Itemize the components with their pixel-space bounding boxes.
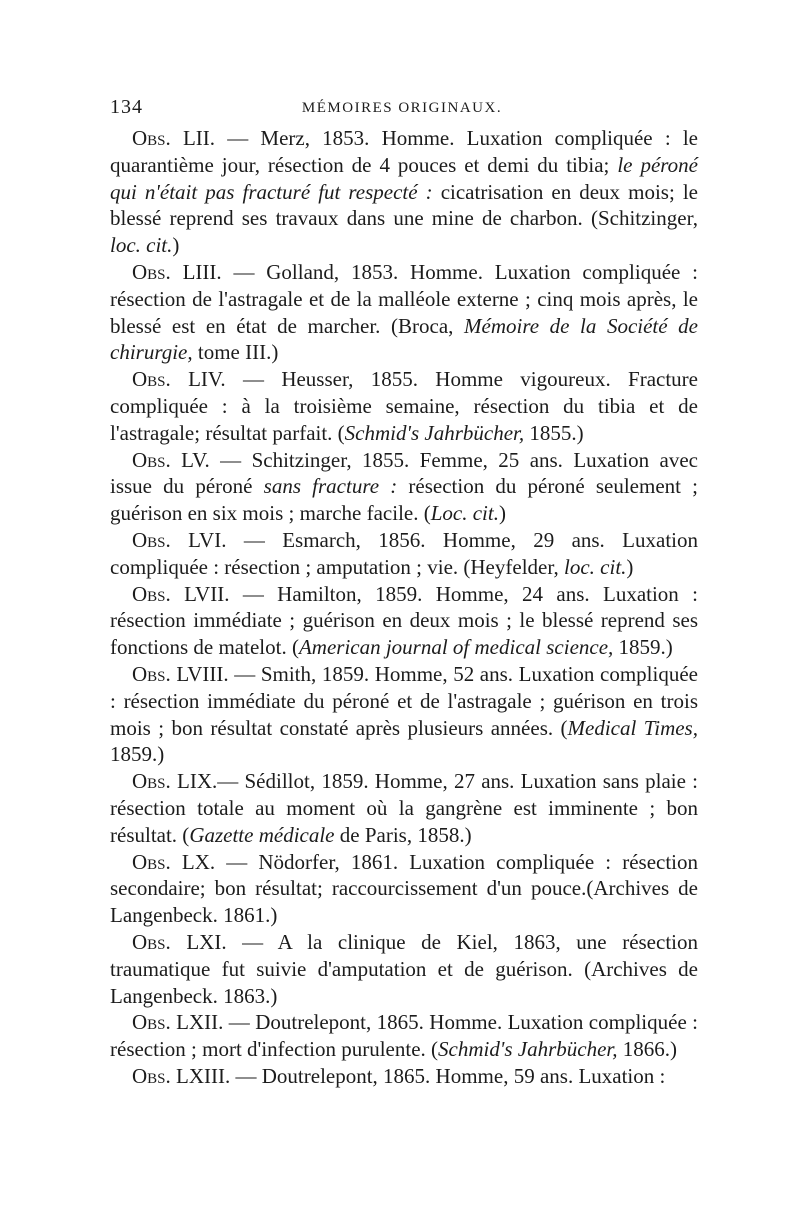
observation-paragraph (110, 849, 698, 929)
italic-citation-text: Gazette médicale (189, 822, 335, 847)
observation-text: — Esmarch, 1856. Homme, 29 ans. Luxation compliquée : résection ; amputation ; vie. (Heyfelder, (110, 527, 698, 579)
observation-label: Obs. (132, 929, 171, 954)
observation-text: — Schitzinger, 1855. Femme, 25 ans. Luxation avec issue du péroné (110, 447, 699, 499)
italic-citation-text: sans fracture : (263, 474, 398, 499)
observation-label: Obs. (132, 447, 171, 472)
italic-citation-text: Schmid's Jahrbücher, (344, 420, 525, 445)
observation-text: — Doutrelepont, 1865. Homme, 59 ans. Luxation : (230, 1063, 666, 1088)
observation-paragraph (110, 929, 698, 1009)
observation-number: LX. (181, 849, 216, 874)
running-head: MÉMOIRES ORIGINAUX. (301, 100, 503, 116)
observation-paragraph (110, 581, 698, 661)
observation-number: LXIII. (176, 1063, 231, 1088)
observation-label: Obs. (132, 527, 171, 552)
observation-text: ) (626, 554, 634, 579)
observation-number: LVIII. (176, 661, 229, 686)
italic-citation-text: loc. cit. (564, 554, 627, 579)
observation-text: résection du péroné seulement ; guérison en six mois ; marche facile. ( (110, 474, 698, 526)
observation-number: LIV. (188, 367, 226, 392)
observation-text: — Heusser, 1855. Homme vigoureux. Fracture compliquée : à la troisième semaine, résection du tibia et de l'astragale; résultat parfait. ( (110, 367, 698, 445)
observation-label: Obs. (132, 849, 171, 874)
observation-number: LXII. (176, 1010, 224, 1035)
observation-label: Obs. (132, 126, 171, 150)
observation-paragraph (110, 768, 698, 848)
observation-text: — Nödorfer, 1861. Luxation compliquée : résection secondaire; bon résultat; raccourcissement d'un pouce.(Archives de Langenbeck. 1861.) (110, 849, 699, 928)
italic-citation-text: loc. cit. (110, 233, 173, 258)
observation-paragraph (110, 527, 698, 581)
observation-text: ) (172, 233, 180, 258)
observation-text: — Merz, 1853. Homme. Luxation compliquée : le quarantième jour, résection de 4 pouces et demi du tibia; (110, 126, 698, 177)
observation-text: de Paris, 1858.) (334, 822, 472, 847)
italic-citation-text: Mémoire de la Société de chirurgie, (110, 313, 698, 365)
observation-label: Obs. (132, 1010, 171, 1035)
observation-number: LVI. (188, 527, 227, 552)
page-header (110, 96, 694, 118)
observation-paragraph (110, 1009, 698, 1063)
observation-number: LVII. (184, 581, 230, 606)
observation-text: ) (498, 501, 506, 526)
observation-text: — Sédillot, 1859. Homme, 27 ans. Luxation sans plaie : résection totale au moment où la gangrène est imminente ; bon résultat. ( (110, 769, 699, 847)
observation-number: LIII. (182, 259, 222, 284)
observation-label: Obs. (132, 581, 171, 606)
observation-label: Obs. (132, 769, 171, 794)
observation-text: 1855.) (524, 420, 584, 445)
observation-label: Obs. (132, 1063, 171, 1088)
italic-citation-text: American journal of medical science, (298, 635, 614, 660)
observation-text: — A la clinique de Kiel, 1863, une résection traumatique fut suivie d'amputation et de guérison. (Archives de Langenbeck. 1863.) (110, 929, 698, 1008)
observation-paragraph (110, 259, 698, 366)
observation-number: LXI. (186, 929, 227, 954)
italic-citation-text: le péroné qui n'était pas fracturé fut respecté : (110, 152, 698, 204)
observation-text: 1859.) (613, 635, 673, 660)
observation-label: Obs. (132, 259, 171, 284)
observation-paragraph (110, 447, 698, 527)
observation-text: — Hamilton, 1859. Homme, 24 ans. Luxation : résection immédiate ; guérison en deux mois ; le blessé reprend ses fonctions de matelot. ( (110, 581, 699, 660)
italic-citation-text: Schmid's Jahrbücher, (438, 1037, 618, 1062)
observation-number: LIX. (177, 769, 218, 794)
observation-text: 1859.) (110, 742, 165, 767)
observation-number: LII. (182, 126, 216, 150)
observation-text: — Doutrelepont, 1865. Homme. Luxation compliquée : résection ; mort d'infection purulente. ( (110, 1010, 699, 1062)
page-number: 134 (110, 96, 143, 118)
observation-label: Obs. (132, 367, 171, 392)
observation-text: — Golland, 1853. Homme. Luxation compliquée : résection de l'astragale et de la malléole externe ; cinq mois après, le blessé est en état de marcher. (Broca, (110, 259, 698, 338)
observation-paragraph (110, 661, 698, 768)
observation-paragraph (110, 1063, 698, 1090)
observation-paragraph (110, 366, 698, 446)
observation-label: Obs. (132, 661, 171, 686)
observation-text: — Smith, 1859. Homme, 52 ans. Luxation compliquée : résection immédiate du péroné et de l'astragale ; guérison en trois mois ; bon résultat constaté après plusieurs années. ( (110, 661, 698, 740)
observation-text: 1866.) (617, 1037, 677, 1062)
observation-paragraph (110, 125, 698, 259)
italic-citation-text: Loc. cit. (430, 501, 499, 526)
italic-citation-text: Medical Times, (567, 715, 698, 740)
observation-number: LV. (181, 447, 210, 472)
observations-list (110, 125, 698, 1090)
observation-text: tome III.) (192, 340, 279, 365)
observation-text: cicatrisation en deux mois; le blessé reprend ses travaux dans une mine de charbon. (Schitzinger, (110, 179, 698, 231)
